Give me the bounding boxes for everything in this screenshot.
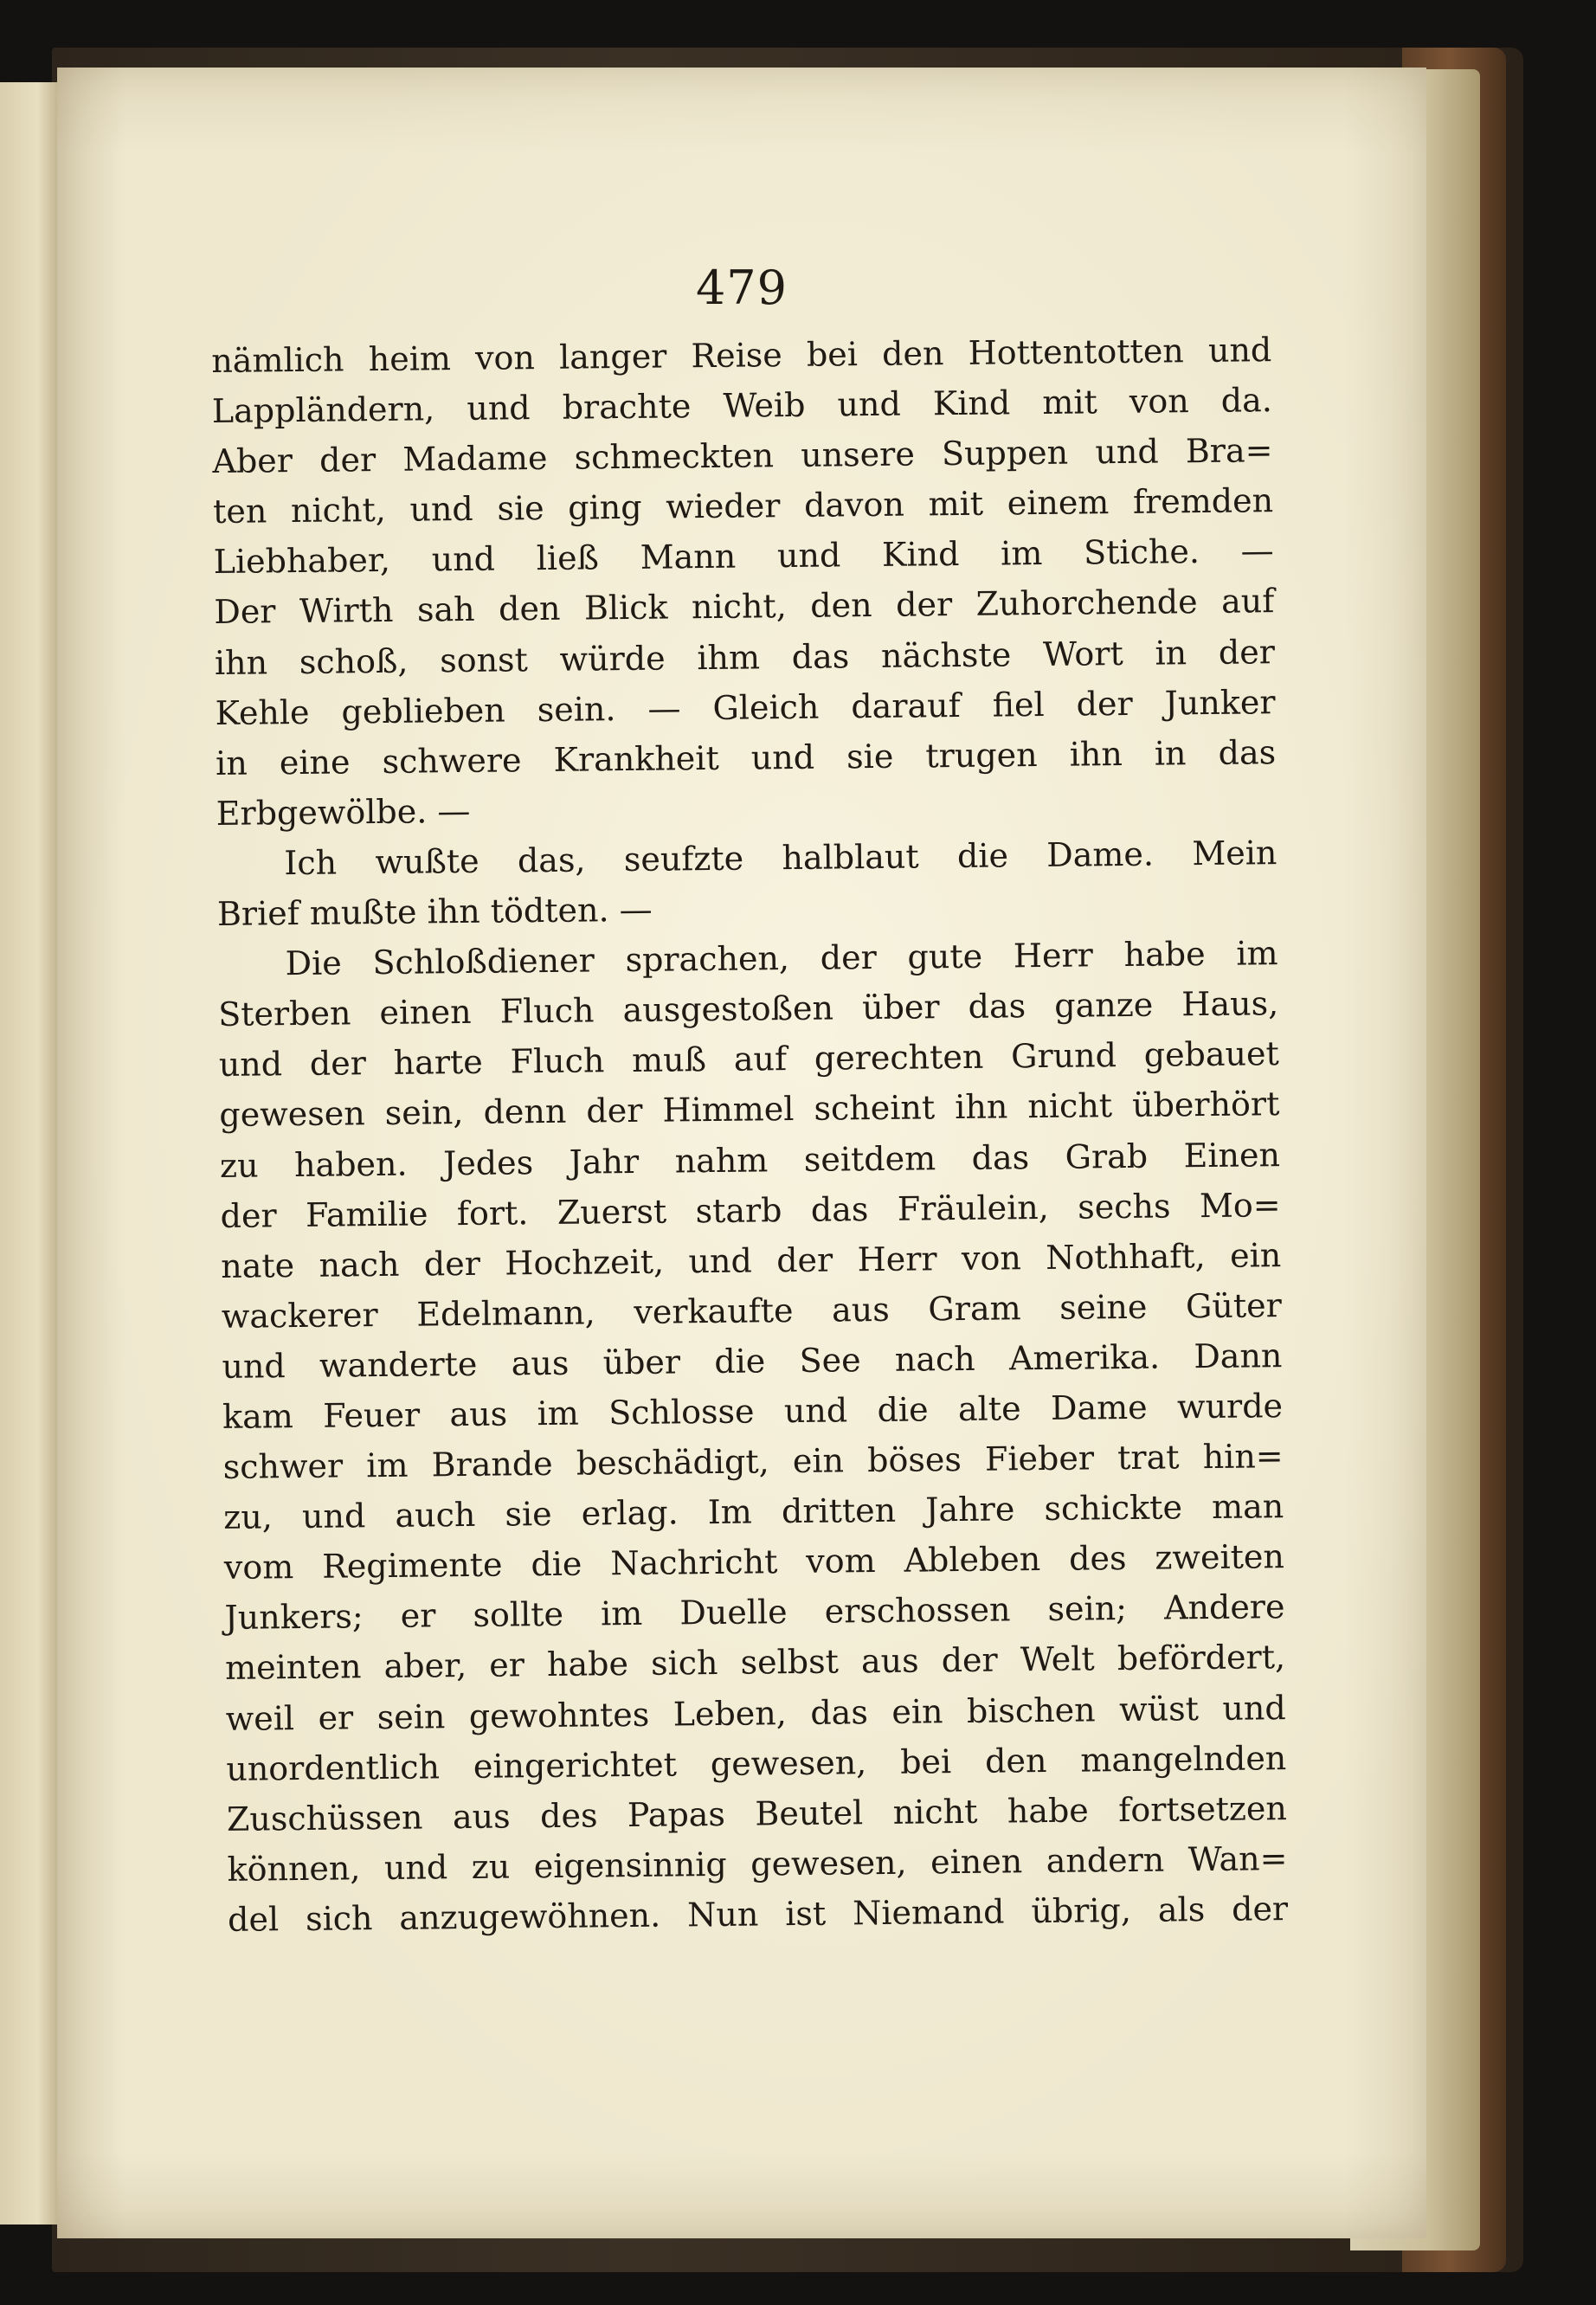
book-page bbox=[57, 68, 1426, 2238]
text-line: Die Schloßdiener sprachen, der gute Herr habe im bbox=[285, 934, 1278, 983]
facing-page-edge bbox=[0, 82, 62, 2225]
text-line: kam Feuer aus im Schlosse und die alte Dame wurde bbox=[222, 1387, 1284, 1436]
text-line: und wanderte aus über die See nach Amerika. Dann bbox=[222, 1336, 1283, 1386]
text-line: schwer im Brande beschädigt, ein böses Fieber trat hin= bbox=[222, 1437, 1284, 1486]
text-line: vom Regimente die Nachricht vom Ableben des zweiten bbox=[223, 1537, 1285, 1587]
text-line: wackerer Edelmann, verkaufte aus Gram seine Güter bbox=[221, 1285, 1283, 1336]
text-line: Der Wirth sah den Blick nicht, den der Zuhorchende auf bbox=[214, 582, 1275, 632]
text-line: del sich anzugewöhnen. Nun ist Niemand übrig, als der bbox=[227, 1889, 1289, 1939]
text-line: unordentlich eingerichtet gewesen, bei den mangelnden bbox=[226, 1738, 1287, 1788]
text-line: der Familie fort. Zuerst starb das Fräulein, sechs Mo= bbox=[220, 1185, 1281, 1235]
text-line: Kehle geblieben sein. — Gleich darauf fiel der Junker bbox=[215, 682, 1276, 732]
text-line: ihn schoß, sonst würde ihm das nächste Wort in der bbox=[214, 632, 1276, 682]
text-line: nate nach der Hochzeit, und der Herr von Nothhaft, ein bbox=[221, 1235, 1282, 1285]
text-line: in eine schwere Krankheit und sie trugen ihn in das bbox=[215, 732, 1277, 782]
text-line: Zuschüssen aus des Papas Beutel nicht habe fortsetzen bbox=[226, 1788, 1288, 1838]
text-line: und der harte Fluch muß auf gerechten Grund gebauet bbox=[218, 1034, 1279, 1085]
text-line: Aber der Madame schmeckten unsere Suppen und Bra= bbox=[212, 431, 1273, 481]
text-line: Ich wußte das, seufzte halblaut die Dame. Mein bbox=[284, 834, 1277, 883]
text-line: können, und zu eigensinnig gewesen, einen andern Wan= bbox=[227, 1838, 1288, 1889]
text-line: Liebhaber, und ließ Mann und Kind im Stiche. — bbox=[213, 531, 1274, 582]
text-line: Erbgewölbe. — bbox=[216, 791, 471, 833]
text-line: Junkers; er sollte im Duelle erschossen sein; Andere bbox=[224, 1587, 1285, 1638]
text-line: Brief mußte ihn tödten. — bbox=[216, 890, 653, 933]
body-text bbox=[211, 325, 1288, 1945]
text-line: nämlich heim von langer Reise bei den Hottentotten und bbox=[211, 331, 1272, 380]
text-line: gewesen sein, denn der Himmel scheint ihn nicht überhört bbox=[219, 1085, 1280, 1135]
text-line: weil er sein gewohntes Leben, das ein bischen wüst und bbox=[225, 1688, 1286, 1738]
text-line: meinten aber, er habe sich selbst aus der Welt befördert, bbox=[224, 1638, 1286, 1688]
text-line: ten nicht, und sie ging wieder davon mit einem fremden bbox=[212, 481, 1274, 531]
text-line: zu, und auch sie erlag. Im dritten Jahre schickte man bbox=[223, 1487, 1284, 1537]
text-line: Sterben einen Fluch ausgestoßen über das ganze Haus, bbox=[217, 984, 1279, 1034]
text-line: zu haben. Jedes Jahr nahm seitdem das Grab Einen bbox=[219, 1135, 1281, 1185]
text-line: Lappländern, und brachte Weib und Kind mit von da. bbox=[211, 381, 1273, 431]
page-number: 479 bbox=[695, 261, 788, 315]
